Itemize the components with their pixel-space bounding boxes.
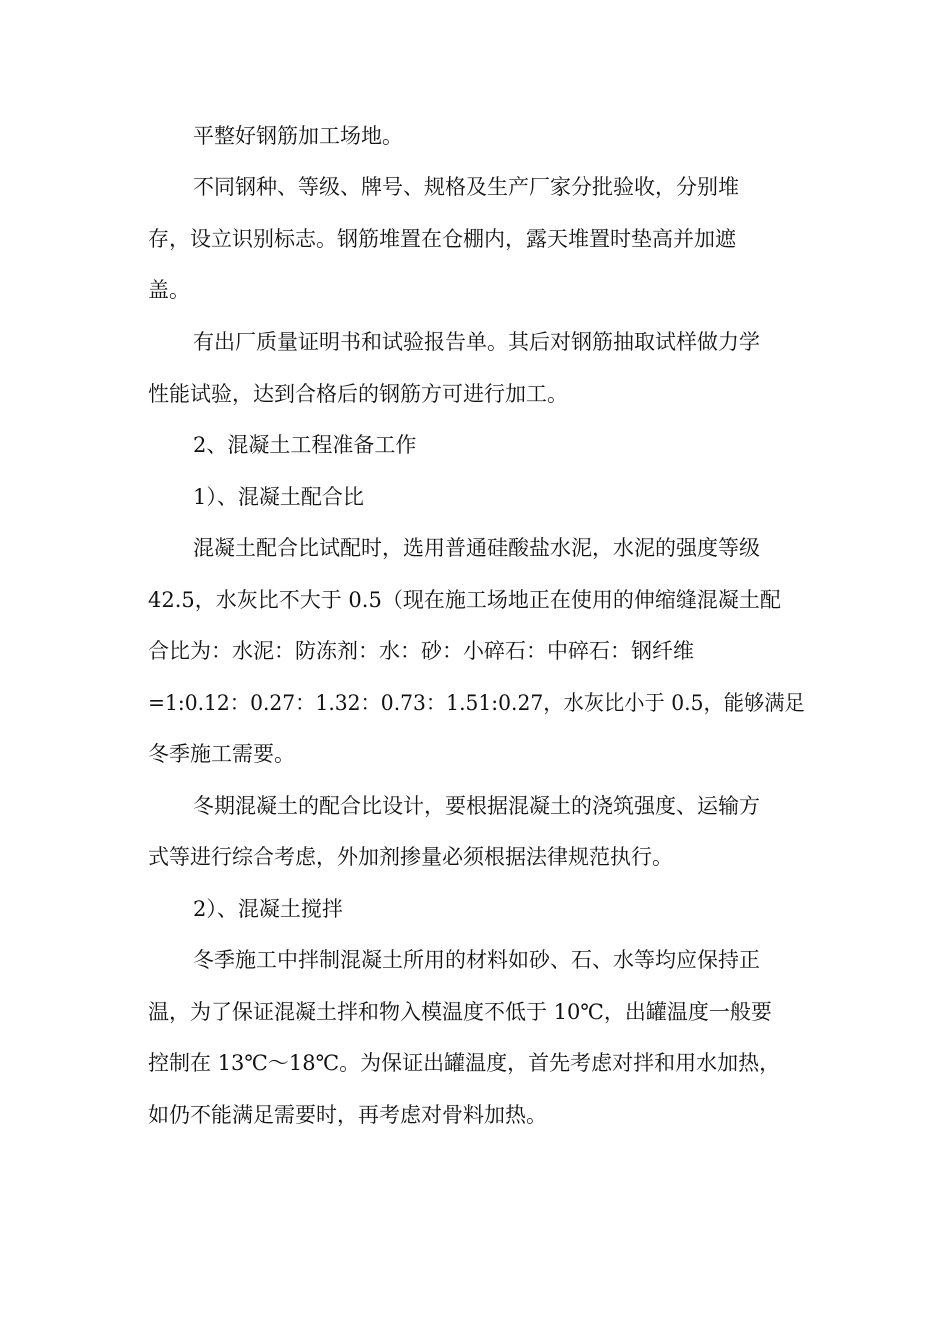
text-line: 冬季施工需要。 [148, 742, 295, 766]
text-line: 盖。 [148, 278, 190, 302]
text-line: 合比为：水泥：防冻剂：水：砂：小碎石：中碎石：钢纤维 [148, 639, 694, 663]
text-line: 温，为了保证混凝土拌和物入模温度不低于 10℃，出罐温度一般要 [148, 1000, 772, 1024]
text-line: 控制在 13℃～18℃。为保证出罐温度，首先考虑对拌和用水加热， [148, 1051, 781, 1075]
text-line: 如仍不能满足需要时，再考虑对骨料加热。 [148, 1103, 547, 1127]
text-line: =1:0.12：0.27：1.32：0.73：1.51:0.27，水灰比小于 0.5，能够满足 [148, 691, 805, 715]
text-line: 不同钢种、等级、牌号、规格及生产厂家分批验收，分别堆 [193, 175, 739, 199]
text-line: 42.5，水灰比不大于 0.5（现在施工场地正在使用的伸缩缝混凝土配 [148, 588, 781, 612]
text-line: 有出厂质量证明书和试验报告单。其后对钢筋抽取试样做力学 [193, 330, 760, 354]
text-line: 2）、混凝土搅拌 [193, 897, 343, 921]
text-line: 平整好钢筋加工场地。 [193, 124, 403, 148]
text-line: 存，设立识别标志。钢筋堆置在仓棚内，露天堆置时垫高并加遮 [148, 227, 736, 251]
text-line: 式等进行综合考虑，外加剂掺量必须根据法律规范执行。 [148, 845, 673, 869]
text-line: 性能试验，达到合格后的钢筋方可进行加工。 [148, 382, 568, 406]
text-line: 1）、混凝土配合比 [193, 485, 364, 509]
text-line: 混凝土配合比试配时，选用普通硅酸盐水泥，水泥的强度等级 [193, 536, 760, 560]
text-line: 2、混凝土工程准备工作 [193, 433, 417, 457]
text-line: 冬期混凝土的配合比设计，要根据混凝土的浇筑强度、运输方 [193, 794, 760, 818]
text-line: 冬季施工中拌制混凝土所用的材料如砂、石、水等均应保持正 [193, 948, 760, 972]
